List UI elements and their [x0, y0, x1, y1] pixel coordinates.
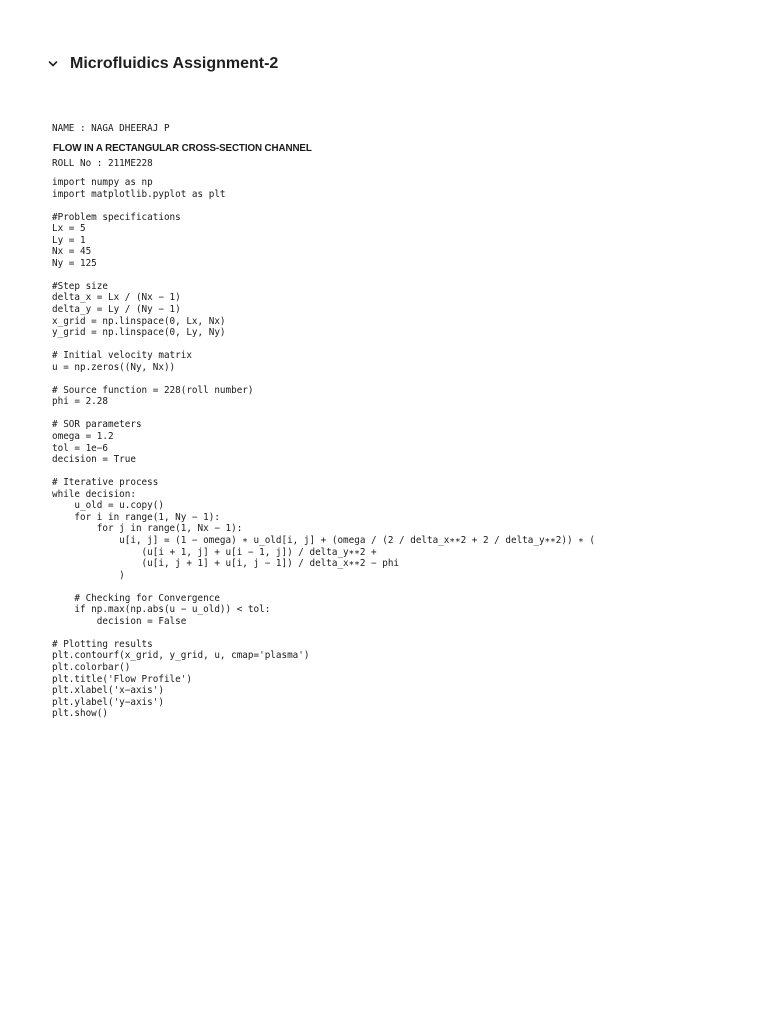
code-line: Lx = 5 — [52, 223, 86, 235]
student-name: NAME : NAGA DHEERAJ P — [52, 123, 170, 135]
code-line: delta_x = Lx / (Nx − 1) — [52, 292, 181, 304]
code-line: # Initial velocity matrix — [52, 350, 192, 362]
code-line: u[i, j] = (1 − omega) ∗ u_old[i, j] + (omega / (2 / delta_x∗∗2 + 2 / delta_y∗∗2)) ∗ ( — [52, 534, 595, 546]
code-line: omega = 1.2 — [52, 431, 114, 443]
code-line: y_grid = np.linspace(0, Ly, Ny) — [52, 327, 226, 339]
code-line — [52, 373, 595, 385]
code-line — [52, 466, 595, 478]
code-line: while decision: — [52, 488, 136, 500]
code-line — [52, 581, 595, 593]
code-line: for i in range(1, Ny − 1): — [52, 511, 220, 523]
code-line: plt.contourf(x_grid, y_grid, u, cmap='plasma') — [52, 650, 310, 662]
code-line — [52, 408, 595, 420]
code-line: u_old = u.copy() — [52, 500, 164, 512]
code-line: for j in range(1, Nx − 1): — [52, 523, 243, 535]
code-line: (u[i + 1, j] + u[i − 1, j]) / delta_y∗∗2 + — [52, 546, 377, 558]
code-line: import matplotlib.pyplot as plt — [52, 188, 226, 200]
code-line: #Problem specifications — [52, 211, 181, 223]
code-line — [52, 339, 595, 351]
code-line: ) — [52, 569, 125, 581]
code-line: plt.ylabel('y−axis') — [52, 696, 164, 708]
code-line: decision = False — [52, 615, 187, 627]
code-line: (u[i, j + 1] + u[i, j − 1]) / delta_x∗∗2 − phi — [52, 558, 400, 570]
code-line: # Checking for Convergence — [52, 592, 220, 604]
code-line: decision = True — [52, 454, 136, 466]
code-line: phi = 2.28 — [52, 396, 108, 408]
code-line: plt.xlabel('x−axis') — [52, 685, 164, 697]
code-line: u = np.zeros((Ny, Nx)) — [52, 361, 176, 373]
code-line: plt.colorbar() — [52, 661, 131, 673]
code-line — [52, 269, 595, 281]
code-line: Ly = 1 — [52, 234, 86, 246]
code-line: delta_y = Ly / (Ny − 1) — [52, 304, 181, 316]
code-line: plt.title('Flow Profile') — [52, 673, 192, 685]
code-line: Ny = 125 — [52, 257, 97, 269]
code-line: x_grid = np.linspace(0, Lx, Nx) — [52, 315, 226, 327]
code-line: # Plotting results — [52, 638, 153, 650]
section-heading: FLOW IN A RECTANGULAR CROSS-SECTION CHANNEL — [53, 143, 312, 154]
code-line: #Step size — [52, 280, 108, 292]
page-title: Microfluidics Assignment-2 — [70, 55, 279, 72]
code-line: # Iterative process — [52, 477, 159, 489]
code-line: if np.max(np.abs(u − u_old)) < tol: — [52, 604, 271, 616]
roll-number: ROLL No : 211ME228 — [52, 157, 153, 169]
code-line: # Source function = 228(roll number) — [52, 384, 254, 396]
code-line: Nx = 45 — [52, 246, 92, 258]
code-block — [52, 177, 595, 720]
code-line: tol = 1e−6 — [52, 442, 108, 454]
code-line — [52, 200, 595, 212]
document-header — [48, 52, 278, 76]
code-line: # SOR parameters — [52, 419, 142, 431]
code-line: import numpy as np — [52, 177, 153, 188]
code-line — [52, 627, 595, 639]
code-line: plt.show() — [52, 708, 108, 720]
chevron-down-icon[interactable] — [48, 52, 58, 76]
